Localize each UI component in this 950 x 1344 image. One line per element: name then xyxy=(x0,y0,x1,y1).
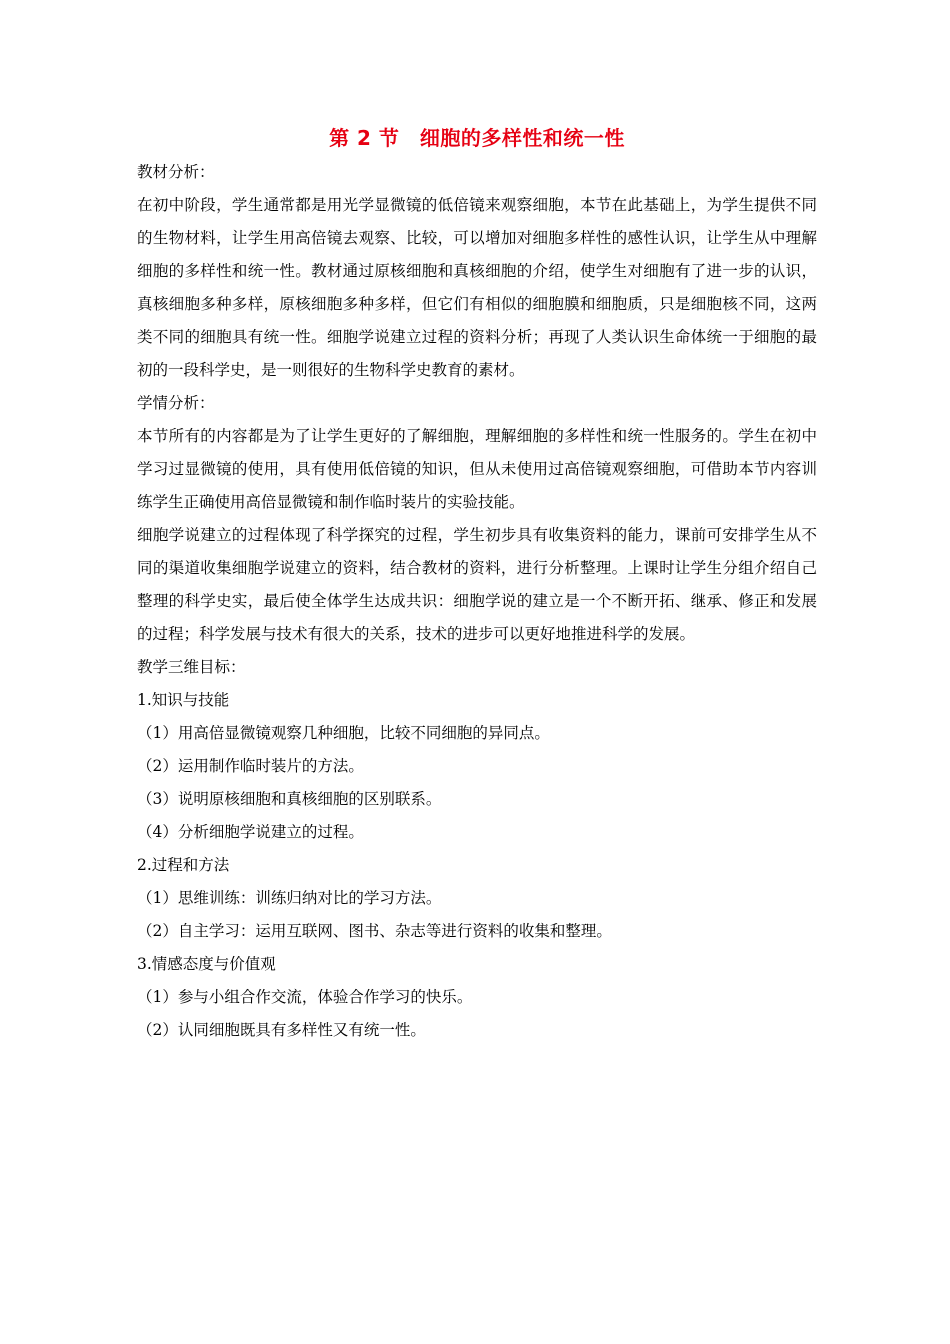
goal-2-item: （1）思维训练：训练归纳对比的学习方法。 xyxy=(137,889,442,907)
goal-2-heading: 2.过程和方法 xyxy=(137,856,230,874)
textbook-analysis-heading: 教材分析： xyxy=(137,163,215,181)
goal-1-item: （1）用高倍显微镜观察几种细胞，比较不同细胞的异同点。 xyxy=(137,724,550,742)
page-title: 第 2 节 细胞的多样性和统一性 xyxy=(329,126,625,150)
document-page xyxy=(137,120,817,1047)
goals-heading: 教学三维目标： xyxy=(137,658,246,676)
goal-3-item: （1）参与小组合作交流，体验合作学习的快乐。 xyxy=(137,988,473,1006)
textbook-analysis-paragraph: 在初中阶段，学生通常都是用光学显微镜的低倍镜来观察细胞，本节在此基础上，为学生提供不同的生物材料，让学生用高倍镜去观察、比较，可以增加对细胞多样性的感性认识，让学生从中理解细胞的多样性和统一性。教材通过原核细胞和真核细胞的介绍，使学生对细胞有了进一步的认识，真核细胞多种多样，原核细胞多种多样，但它们有相似的细胞膜和细胞质，只是细胞核不同，这两类不同的细胞具有统一性。细胞学说建立过程的资料分析；再现了人类认识生命体统一于细胞的最初的一段科学史，是一则很好的生物科学史教育的素材。 xyxy=(137,196,817,379)
goal-1-heading: 1.知识与技能 xyxy=(137,691,230,709)
student-analysis-paragraph-1: 本节所有的内容都是为了让学生更好的了解细胞，理解细胞的多样性和统一性服务的。学生在初中学习过显微镜的使用，具有使用低倍镜的知识，但从未使用过高倍镜观察细胞，可借助本节内容训练学生正确使用高倍显微镜和制作临时装片的实验技能。 xyxy=(137,427,817,511)
goal-3-item: （2）认同细胞既具有多样性又有统一性。 xyxy=(137,1021,426,1039)
goal-1-item: （2）运用制作临时装片的方法。 xyxy=(137,757,364,775)
goal-1-item: （3）说明原核细胞和真核细胞的区别联系。 xyxy=(137,790,442,808)
goal-3-heading: 3.情感态度与价值观 xyxy=(137,955,276,973)
student-analysis-paragraph-2: 细胞学说建立的过程体现了科学探究的过程，学生初步具有收集资料的能力，课前可安排学生从不同的渠道收集细胞学说建立的资料，结合教材的资料，进行分析整理。上课时让学生分组介绍自己整理的科学史实，最后使全体学生达成共识：细胞学说的建立是一个不断开拓、继承、修正和发展的过程；科学发展与技术有很大的关系，技术的进步可以更好地推进科学的发展。 xyxy=(137,526,817,643)
goal-1-item: （4）分析细胞学说建立的过程。 xyxy=(137,823,364,841)
student-analysis-heading: 学情分析： xyxy=(137,394,215,412)
goal-2-item: （2）自主学习：运用互联网、图书、杂志等进行资料的收集和整理。 xyxy=(137,922,612,940)
